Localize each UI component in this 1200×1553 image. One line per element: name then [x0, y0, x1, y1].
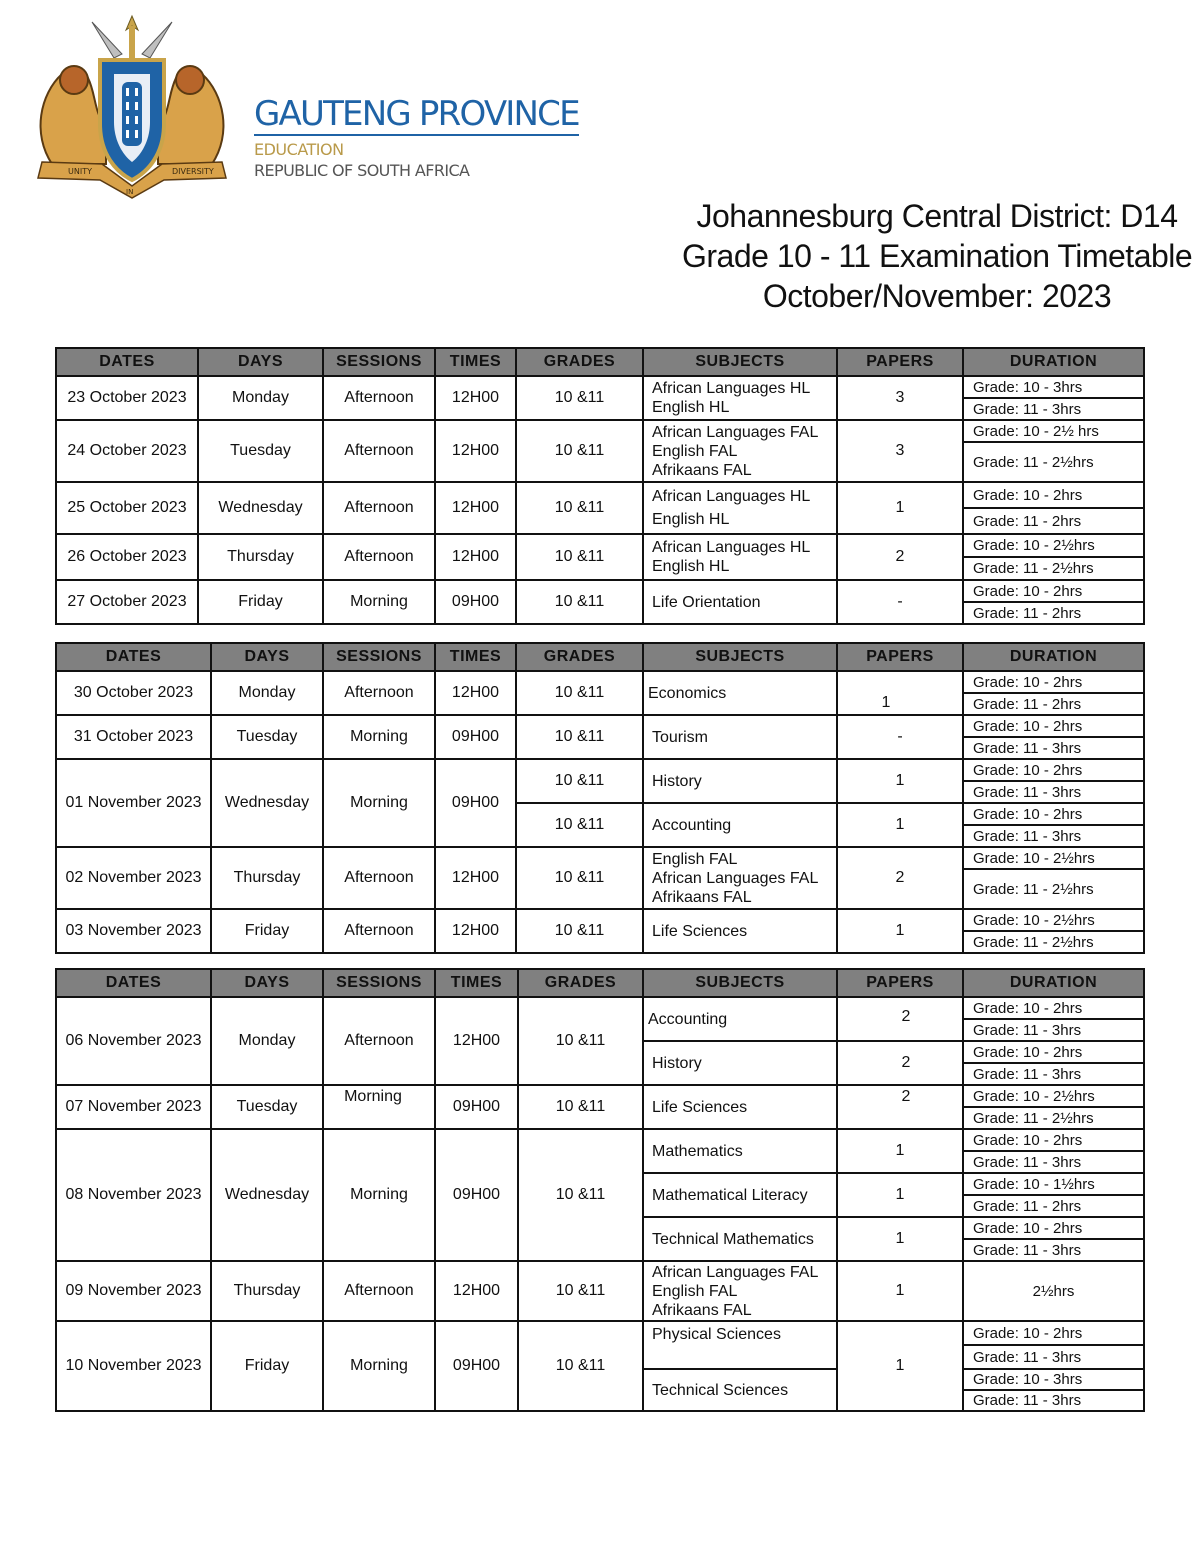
department-name: EDUCATION [254, 140, 344, 159]
exam-time: 12H00 [435, 376, 516, 420]
exam-duration [963, 671, 1144, 715]
subject-item: African Languages HL [652, 539, 811, 556]
duration-line: Grade: 10 - 2hrs [964, 998, 1143, 1020]
exam-date: 06 November 2023 [56, 997, 211, 1085]
duration-line: Grade: 11 - 3hrs [973, 1392, 1082, 1409]
duration-line: Grade: 10 - 2½hrs [964, 1086, 1143, 1108]
duration-line: Grade: 10 - 2hrs [964, 760, 1143, 782]
exam-papers: 1 [837, 1261, 963, 1321]
exam-grades: 10 &11 [518, 997, 643, 1085]
exam-duration [963, 1369, 1144, 1411]
duration-line: Grade: 11 - 3hrs [973, 783, 1082, 801]
duration-line: Grade: 10 - 2hrs [964, 1130, 1143, 1152]
table-row [56, 376, 1144, 420]
table-row [56, 580, 1144, 624]
exam-subjects [643, 803, 837, 847]
exam-duration [963, 580, 1144, 624]
subject-item: English HL [652, 558, 730, 575]
exam-subjects [643, 376, 837, 420]
exam-papers: 3 [837, 420, 963, 482]
duration-line: Grade: 10 - 2hrs [964, 716, 1143, 738]
exam-date: 23 October 2023 [56, 376, 198, 420]
table-row [56, 1261, 1144, 1321]
subject-item: Technical Sciences [652, 1381, 789, 1399]
exam-day: Monday [211, 997, 323, 1085]
exam-time: 09H00 [435, 1129, 518, 1261]
exam-day: Wednesday [198, 482, 323, 534]
exam-time: 12H00 [435, 997, 518, 1085]
duration-line: Grade: 11 - 2hrs [973, 695, 1082, 713]
subject-item: Mathematical Literacy [652, 1186, 808, 1204]
table-header-row [56, 643, 1144, 671]
table-row [56, 671, 1144, 715]
title-line-timetable: Grade 10 - 11 Examination Timetable [682, 238, 1193, 274]
papers-value: 2 [901, 1008, 911, 1025]
exam-time: 12H00 [435, 420, 516, 482]
session-value: Morning [344, 1088, 402, 1105]
duration-line: Grade: 11 - 3hrs [973, 1153, 1082, 1171]
exam-day: Monday [198, 376, 323, 420]
exam-papers [837, 997, 963, 1041]
exam-day: Tuesday [198, 420, 323, 482]
exam-subjects [643, 1217, 837, 1261]
exam-day: Friday [198, 580, 323, 624]
exam-duration [963, 715, 1144, 759]
subject-item: Accounting [648, 1010, 728, 1028]
col-header-duration: DURATION [963, 969, 1144, 997]
duration-line: Grade: 10 - 1½hrs [964, 1174, 1143, 1196]
exam-papers: 1 [837, 1129, 963, 1173]
exam-time: 12H00 [435, 534, 516, 580]
exam-subjects [643, 1173, 837, 1217]
exam-duration [963, 1321, 1144, 1369]
col-header-sessions: SESSIONS [323, 643, 435, 671]
exam-grades: 10 &11 [518, 1085, 643, 1129]
exam-papers: 3 [837, 376, 963, 420]
exam-papers: 1 [837, 759, 963, 803]
subject-item: Mathematics [652, 1142, 743, 1160]
col-header-sessions: SESSIONS [323, 969, 435, 997]
duration-line: Grade: 10 - 2hrs [964, 1218, 1143, 1240]
exam-date: 07 November 2023 [56, 1085, 211, 1129]
exam-date: 24 October 2023 [56, 420, 198, 482]
exam-grades: 10 &11 [518, 1321, 643, 1411]
exam-subjects [643, 671, 837, 715]
exam-time: 12H00 [435, 482, 516, 534]
exam-day: Tuesday [211, 1085, 323, 1129]
col-header-dates: DATES [56, 643, 211, 671]
duration-line: Grade: 10 - 2hrs [964, 1322, 1143, 1346]
exam-subjects [643, 1041, 837, 1085]
table-row [56, 909, 1144, 953]
duration-line: Grade: 11 - 2hrs [973, 1197, 1082, 1215]
subject-item: African Languages FAL [652, 1263, 819, 1281]
table-row [56, 1321, 1144, 1369]
exam-subjects [643, 1085, 837, 1129]
col-header-papers: PAPERS [837, 348, 963, 376]
exam-subjects [643, 759, 837, 803]
exam-session: Afternoon [323, 1261, 435, 1321]
col-header-dates: DATES [56, 348, 198, 376]
exam-session: Afternoon [323, 671, 435, 715]
duration-line: Grade: 11 - 3hrs [973, 1348, 1082, 1366]
exam-grades: 10 &11 [518, 1129, 643, 1261]
exam-duration [963, 482, 1144, 534]
exam-subjects [643, 909, 837, 953]
subject-item: History [652, 1054, 702, 1072]
exam-papers: 1 [837, 1217, 963, 1261]
subject-item: English FAL [652, 442, 738, 460]
duration-line: Grade: 11 - 3hrs [973, 1065, 1082, 1083]
exam-subjects [643, 1321, 837, 1369]
table-row [56, 759, 1144, 803]
exam-subjects [643, 1261, 837, 1321]
exam-papers: 1 [837, 482, 963, 534]
duration-line: Grade: 10 - 2hrs [964, 672, 1143, 694]
col-header-subjects: SUBJECTS [643, 643, 837, 671]
exam-duration [963, 1217, 1144, 1261]
duration-line: Grade: 10 - 2½hrs [964, 848, 1143, 870]
exam-duration [963, 909, 1144, 953]
table-row [56, 1129, 1144, 1173]
col-header-duration: DURATION [963, 348, 1144, 376]
col-header-times: TIMES [435, 348, 516, 376]
col-header-grades: GRADES [516, 643, 643, 671]
exam-date: 26 October 2023 [56, 534, 198, 580]
duration-line: Grade: 10 - 2hrs [964, 483, 1143, 509]
table-row [56, 534, 1144, 580]
exam-papers: 2 [837, 534, 963, 580]
exam-day: Friday [211, 1321, 323, 1411]
papers-value: 1 [881, 694, 891, 711]
exam-papers: - [837, 580, 963, 624]
col-header-subjects: SUBJECTS [643, 348, 837, 376]
duration-line: Grade: 10 - 3hrs [964, 1370, 1143, 1391]
exam-subjects [643, 1369, 837, 1411]
exam-papers [837, 671, 963, 715]
subject-item: African Languages HL [652, 380, 811, 397]
svg-text:IN: IN [126, 188, 134, 196]
exam-date: 30 October 2023 [56, 671, 211, 715]
title-line-district: Johannesburg Central District: D14 [696, 198, 1178, 234]
province-name: GAUTENG PROVINCE [254, 94, 579, 134]
exam-session: Morning [323, 1129, 435, 1261]
exam-day: Thursday [211, 847, 323, 909]
subject-item: English FAL [652, 1282, 738, 1300]
subject-item: Tourism [652, 728, 709, 746]
exam-grades: 10 &11 [516, 759, 643, 803]
exam-papers: 1 [837, 1321, 963, 1411]
timetable-week-1 [55, 347, 1145, 625]
col-header-subjects: SUBJECTS [643, 969, 837, 997]
exam-date: 02 November 2023 [56, 847, 211, 909]
exam-grades: 10 &11 [516, 715, 643, 759]
exam-session: Afternoon [323, 909, 435, 953]
country-name: REPUBLIC OF SOUTH AFRICA [254, 161, 470, 180]
exam-subjects [643, 482, 837, 534]
col-header-papers: PAPERS [837, 643, 963, 671]
exam-time: 12H00 [435, 1261, 518, 1321]
exam-date: 31 October 2023 [56, 715, 211, 759]
exam-day: Wednesday [211, 1129, 323, 1261]
subject-item: Afrikaans FAL [652, 1301, 752, 1319]
col-header-dates: DATES [56, 969, 211, 997]
exam-grades: 10 &11 [516, 376, 643, 420]
exam-day: Thursday [211, 1261, 323, 1321]
subject-item: Afrikaans FAL [652, 888, 752, 906]
table-header-row [56, 969, 1144, 997]
exam-date: 09 November 2023 [56, 1261, 211, 1321]
duration-line: Grade: 10 - 2½ hrs [964, 421, 1143, 443]
subject-item: Life Orientation [652, 593, 761, 611]
duration-line: Grade: 11 - 3hrs [973, 739, 1082, 757]
exam-session: Afternoon [323, 847, 435, 909]
duration-line: Grade: 11 - 2½hrs [973, 453, 1094, 471]
exam-time: 12H00 [435, 909, 516, 953]
duration-line: Grade: 11 - 2½hrs [973, 1109, 1094, 1127]
exam-date: 10 November 2023 [56, 1321, 211, 1411]
exam-duration [963, 534, 1144, 580]
exam-subjects [643, 534, 837, 580]
exam-day: Monday [211, 671, 323, 715]
duration-line: Grade: 10 - 2hrs [964, 1042, 1143, 1064]
subject-item: Afrikaans FAL [652, 461, 752, 479]
exam-grades: 10 &11 [516, 847, 643, 909]
duration-line: Grade: 10 - 2½hrs [964, 535, 1143, 558]
exam-time: 09H00 [435, 580, 516, 624]
title-line-period: October/November: 2023 [762, 278, 1112, 314]
subject-item: Physical Sciences [652, 1326, 781, 1343]
subject-item: African Languages HL [652, 488, 811, 505]
duration-line: Grade: 11 - 2hrs [973, 512, 1082, 530]
exam-grades: 10 &11 [518, 1261, 643, 1321]
subject-item: African Languages FAL [652, 869, 819, 887]
exam-subjects [643, 580, 837, 624]
duration-line: Grade: 10 - 3hrs [964, 377, 1143, 399]
exam-duration [963, 1173, 1144, 1217]
exam-date: 25 October 2023 [56, 482, 198, 534]
exam-subjects [643, 847, 837, 909]
duration-line: Grade: 10 - 2½hrs [964, 910, 1143, 932]
papers-value: 2 [901, 1054, 911, 1071]
subject-item: Technical Mathematics [652, 1230, 814, 1248]
exam-day: Tuesday [211, 715, 323, 759]
subject-item: Life Sciences [652, 1098, 748, 1116]
table-row [56, 482, 1144, 534]
exam-date: 01 November 2023 [56, 759, 211, 847]
exam-session: Morning [323, 759, 435, 847]
table-row [56, 420, 1144, 482]
exam-grades: 10 &11 [516, 580, 643, 624]
exam-date: 03 November 2023 [56, 909, 211, 953]
exam-grades: 10 &11 [516, 420, 643, 482]
col-header-duration: DURATION [963, 643, 1144, 671]
subject-item: English FAL [652, 850, 738, 868]
exam-duration [963, 847, 1144, 909]
duration-line: Grade: 10 - 2hrs [964, 804, 1143, 826]
table-row [56, 997, 1144, 1041]
subject-item: African Languages FAL [652, 423, 819, 441]
col-header-days: DAYS [211, 969, 323, 997]
subject-item: English HL [652, 511, 730, 528]
exam-subjects [643, 997, 837, 1041]
table-header-row [56, 348, 1144, 376]
exam-papers [837, 1041, 963, 1085]
exam-duration [963, 759, 1144, 803]
exam-duration [963, 1041, 1144, 1085]
col-header-sessions: SESSIONS [323, 348, 435, 376]
duration-line: Grade: 10 - 2hrs [964, 581, 1143, 603]
table-row [56, 847, 1144, 909]
duration-line: Grade: 11 - 3hrs [973, 1241, 1082, 1259]
exam-duration [963, 420, 1144, 482]
exam-duration [963, 1085, 1144, 1129]
col-header-times: TIMES [435, 969, 518, 997]
col-header-days: DAYS [198, 348, 323, 376]
exam-time: 12H00 [435, 847, 516, 909]
exam-day: Thursday [198, 534, 323, 580]
col-header-papers: PAPERS [837, 969, 963, 997]
exam-subjects [643, 715, 837, 759]
exam-duration [963, 376, 1144, 420]
exam-session: Morning [323, 1321, 435, 1411]
timetable-week-3 [55, 968, 1145, 1412]
svg-text:DIVERSITY: DIVERSITY [172, 167, 214, 176]
subject-item: English HL [652, 399, 730, 416]
timetable-week-2 [55, 642, 1145, 954]
duration-line: Grade: 11 - 3hrs [973, 827, 1082, 845]
exam-time: 09H00 [435, 1085, 518, 1129]
duration-line: Grade: 11 - 3hrs [973, 400, 1082, 418]
exam-session: Afternoon [323, 534, 435, 580]
duration-line: Grade: 11 - 2hrs [973, 604, 1082, 622]
table-row [56, 1085, 1144, 1129]
coat-of-arms-logo [22, 14, 242, 199]
duration-line: Grade: 11 - 2½hrs [973, 933, 1094, 951]
col-header-days: DAYS [211, 643, 323, 671]
exam-time: 12H00 [435, 671, 516, 715]
col-header-times: TIMES [435, 643, 516, 671]
duration-line: Grade: 11 - 2½hrs [973, 560, 1094, 577]
papers-value: 2 [901, 1088, 911, 1105]
col-header-grades: GRADES [518, 969, 643, 997]
exam-papers: 2 [837, 847, 963, 909]
exam-duration [963, 997, 1144, 1041]
duration-line: Grade: 11 - 3hrs [973, 1021, 1082, 1039]
document-title [682, 196, 1192, 316]
exam-papers: - [837, 715, 963, 759]
exam-papers [837, 1085, 963, 1129]
exam-duration: 2½hrs [963, 1261, 1144, 1321]
subject-item: History [652, 772, 702, 790]
exam-day: Friday [211, 909, 323, 953]
subject-item: Economics [648, 684, 727, 702]
exam-subjects [643, 1129, 837, 1173]
exam-time: 09H00 [435, 715, 516, 759]
exam-grades: 10 &11 [516, 803, 643, 847]
duration-line: Grade: 11 - 2½hrs [973, 880, 1094, 898]
exam-session: Afternoon [323, 482, 435, 534]
exam-date: 08 November 2023 [56, 1129, 211, 1261]
exam-session: Morning [323, 715, 435, 759]
svg-text:UNITY: UNITY [68, 167, 92, 176]
exam-session: Afternoon [323, 420, 435, 482]
exam-papers: 1 [837, 803, 963, 847]
exam-session: Morning [323, 580, 435, 624]
exam-session: Afternoon [323, 376, 435, 420]
exam-grades: 10 &11 [516, 671, 643, 715]
exam-session: Afternoon [323, 997, 435, 1085]
exam-grades: 10 &11 [516, 534, 643, 580]
exam-time: 09H00 [435, 1321, 518, 1411]
exam-grades: 10 &11 [516, 909, 643, 953]
exam-subjects [643, 420, 837, 482]
exam-papers: 1 [837, 1173, 963, 1217]
table-row [56, 715, 1144, 759]
exam-duration [963, 803, 1144, 847]
col-header-grades: GRADES [516, 348, 643, 376]
exam-papers: 1 [837, 909, 963, 953]
exam-time: 09H00 [435, 759, 516, 847]
exam-grades: 10 &11 [516, 482, 643, 534]
department-brand [254, 94, 579, 180]
exam-date: 27 October 2023 [56, 580, 198, 624]
subject-item: Life Sciences [652, 922, 748, 940]
exam-duration [963, 1129, 1144, 1173]
exam-day: Wednesday [211, 759, 323, 847]
exam-session [323, 1085, 435, 1129]
subject-item: Accounting [652, 816, 732, 834]
